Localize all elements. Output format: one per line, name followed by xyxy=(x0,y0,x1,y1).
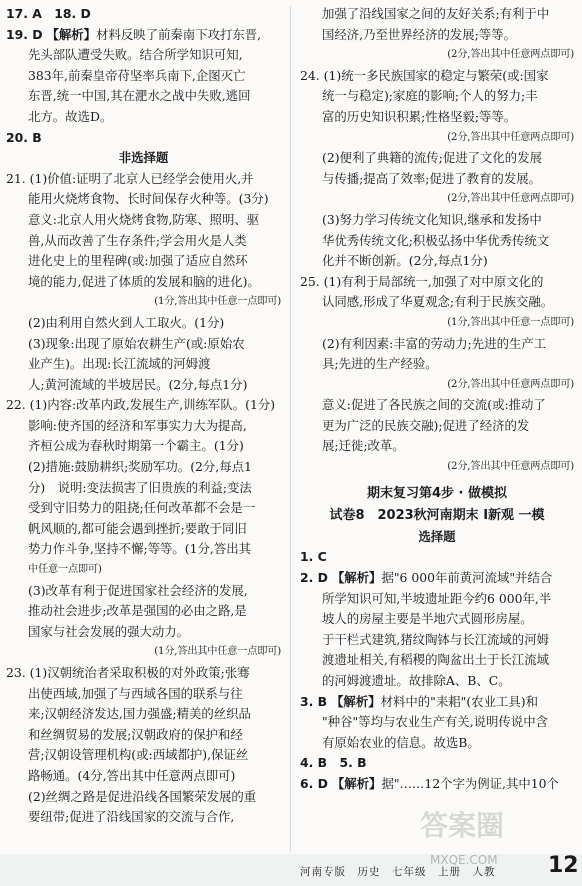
scoring-note: (2分,答出其中任意两点即可) xyxy=(447,193,574,205)
answer-23: 23. (1)汉朝统治者采取积极的对外政策;张骞 xyxy=(6,665,250,680)
answer-1: 1. C xyxy=(300,549,327,565)
text-line: 北方。故选D。 xyxy=(28,108,113,124)
answer-22: 22. (1)内容:改革内政,发展生产,训练军队。(1分) xyxy=(6,397,276,413)
text-line: 与传播;提高了效率;促进了教育的发展。 xyxy=(322,170,541,186)
left-column xyxy=(6,4,281,828)
answer-24: 24. (1)统一多民族国家的稳定与繁荣(或:国家 xyxy=(300,67,549,83)
text-line: 影响:使齐国的经济和军事实力大为提高, xyxy=(28,417,247,433)
text-line: 坡人的房屋主要是半地穴式圆形房屋。 xyxy=(322,611,533,627)
text-line: 统一与稳定);家庭的影响;个人的努力;丰 xyxy=(322,88,538,104)
text-line: 业产生)。出现:长江流域的河姆渡 xyxy=(28,356,211,372)
text-line: (3)现象:出现了原始农耕生产(或:原始农 xyxy=(28,335,245,351)
scoring-note: (2分,答出其中任意两点即可) xyxy=(447,131,574,143)
text-line: 具;先进的生产经验。 xyxy=(322,356,438,372)
text-line: 更为广泛的民族交融);促进了经济的发 xyxy=(322,417,530,433)
text-line: 化并不断创新。(2分,每点1分) xyxy=(322,253,488,269)
text-line: 认同感,形成了华夏观念;有利于民族交融。 xyxy=(322,294,554,310)
scoring-note: (1分,答出其中任意一点即可) xyxy=(154,646,281,658)
scoring-note: 中任意一点即可) xyxy=(28,564,102,576)
scoring-note: (1分,答出其中任意一点即可) xyxy=(154,296,281,308)
text-line: 东晋,统一中国,其在淝水之战中失败,逃回 xyxy=(28,88,251,104)
review-heading: 期末复习第4步 · 做模拟 xyxy=(366,485,508,501)
text-line: 人;黄河流域的半坡居民。(2分,每点1分) xyxy=(28,376,248,392)
text-line: (2)由利用自然火到人工取火。(1分) xyxy=(28,314,225,330)
right-column xyxy=(300,4,574,795)
answer-21: 21. (1)价值:证明了北京人已经学会使用火,并 xyxy=(6,170,254,186)
answer-2: 2. D 【解析】据"6 000年前黄河流域"并结合 xyxy=(300,570,553,586)
text-line: 分) 说明:变法损害了旧贵族的利益;变法 xyxy=(28,479,252,495)
answer-25: 25. (1)有利于局部统一,加强了对中原文化的 xyxy=(300,273,544,289)
text-line: 势力作斗争,坚持不懈;等等。(1分,答出其 xyxy=(28,541,252,557)
answer-3: 3. B 【解析】材料中的"耒耜"(农业工具)和 xyxy=(300,693,538,709)
text-line: 推动社会进步;改革是强国的必由之路,是 xyxy=(28,603,247,619)
section-title: 选择题 xyxy=(418,528,456,544)
text-line: "种谷"等均与农业生产有关,说明传说中含 xyxy=(322,714,548,730)
text-line: 进化史上的里程碑(或:加强了适应自然环 xyxy=(28,253,248,269)
answer-19: 19. D 【解析】材料反映了前秦南下攻打东晋, xyxy=(6,26,262,42)
text-line: 所学知识可知,半坡遗址距今约6 000年,半 xyxy=(322,590,552,606)
section-title: 非选择题 xyxy=(118,150,169,166)
text-line: 于干栏式建筑,猪纹陶钵与长江流域的河姆 xyxy=(322,631,549,647)
text-line: 有原始农业的信息。故选B。 xyxy=(322,734,480,750)
text-line: (2)丝绸之路是促进沿线各国繁荣发展的重 xyxy=(28,788,257,804)
paper-title: 试卷8 2023秋河南期末 I新观 一模 xyxy=(329,508,545,524)
text-line: (3)努力学习传统文化知识,继承和发扬中 xyxy=(322,211,542,227)
column-divider xyxy=(290,6,291,852)
answer-20: 20. B xyxy=(6,129,42,145)
text-line: 富的历史知识积累;性格坚毅;等等。 xyxy=(322,108,517,124)
text-line: 国家与社会发展的强大动力。 xyxy=(28,623,190,639)
analysis-tag: 【解析】 xyxy=(331,570,382,586)
text-line: 受到守旧势力的阻挠;任何改革都不会是一 xyxy=(28,500,256,516)
answer-17-18: 17. A 18. D xyxy=(6,6,91,21)
scoring-note: (2分,答出其中任意两点即可) xyxy=(447,378,574,390)
text-line: 的河姆渡遗址。故排除A、B、C。 xyxy=(322,673,511,688)
text-line: 国经济,乃至世界经济的发展;等等。 xyxy=(322,26,516,42)
text-line: 意义:促进了各民族之间的交流(或:推动了 xyxy=(322,397,546,413)
text-line: 要纽带;促进了沿线国家的交流与合作, xyxy=(28,809,235,825)
text-line: (2)有利因素:丰富的劳动力;先进的生产工 xyxy=(322,335,547,351)
text-line: 出使西域,加强了与西域各国的联系与往 xyxy=(28,685,243,701)
watermark-url: MXQE.COM xyxy=(430,853,498,867)
page-number: 12 xyxy=(548,853,579,878)
text-line: 展;迁徙;改革。 xyxy=(322,438,405,454)
text-line: 华优秀传统文化;积极弘扬中华优秀传统文 xyxy=(322,232,550,248)
scoring-note: (2分,答出其中任意两点即可) xyxy=(447,461,574,473)
analysis-tag: 【解析】 xyxy=(331,693,381,709)
text-line: (2)措施:鼓励耕织;奖励军功。(2分,每点1 xyxy=(28,459,252,475)
text-line: 渡遗址相关,有稻稷的陶盆出土于长江流域 xyxy=(322,652,549,668)
text-line: 帆风顺的,都可能会遇到挫折;要敢于同旧 xyxy=(28,520,247,536)
text-line: 营;汉朝设管理机构(或:西域都护),保证丝 xyxy=(28,747,249,763)
footer-text: 河南专版 历史 七年级 上册 人教 xyxy=(300,866,496,878)
text-line: 兽,从而改善了生存条件;学会用火是人类 xyxy=(28,232,247,248)
answer-6: 6. D 【解析】据"……12个字为例证,其中10个 xyxy=(300,775,559,791)
text-line: 境的能力,促进了体质的发展和脑的进化)。 xyxy=(28,273,260,289)
text-line: (2)便利了典籍的流传;促进了文化的发展 xyxy=(322,150,542,166)
text-line: 齐桓公成为春秋时期第一个霸主。(1分) xyxy=(28,438,244,454)
text-line: 能用火烧烤食物、长时间保存火种等。(3分) xyxy=(28,191,269,207)
analysis-tag: 【解析】 xyxy=(46,26,97,42)
text-line: (3)改革有利于促进国家社会经济的发展, xyxy=(28,582,248,598)
watermark-logo: 答案圈 xyxy=(420,809,505,842)
text-line: 和丝绸贸易的发展;汉朝政府的保护和经 xyxy=(28,726,243,742)
scoring-note: (1分,答出其中任意一点即可) xyxy=(447,316,574,328)
text-line: 来;汉朝经济发达,国力强盛;精美的丝织品 xyxy=(28,706,251,722)
answer-4-5: 4. B 5. B xyxy=(300,755,367,771)
text-line: 加强了沿线国家之间的友好关系;有利于中 xyxy=(322,6,550,21)
text-line: 路畅通。(4分,答出其中任意两点即可) xyxy=(28,767,236,783)
text-line: 383年,前秦皇帝苻坚率兵南下,企图灭亡 xyxy=(28,67,246,83)
scoring-note: (2分,答出其中任意两点即可) xyxy=(447,49,574,61)
text-line: 意义:北京人用火烧烤食物,防寒、照明、驱 xyxy=(28,211,260,227)
text-line: 先头部队遭受失败。结合所学知识可知, xyxy=(28,47,243,63)
analysis-tag: 【解析】 xyxy=(331,775,382,791)
